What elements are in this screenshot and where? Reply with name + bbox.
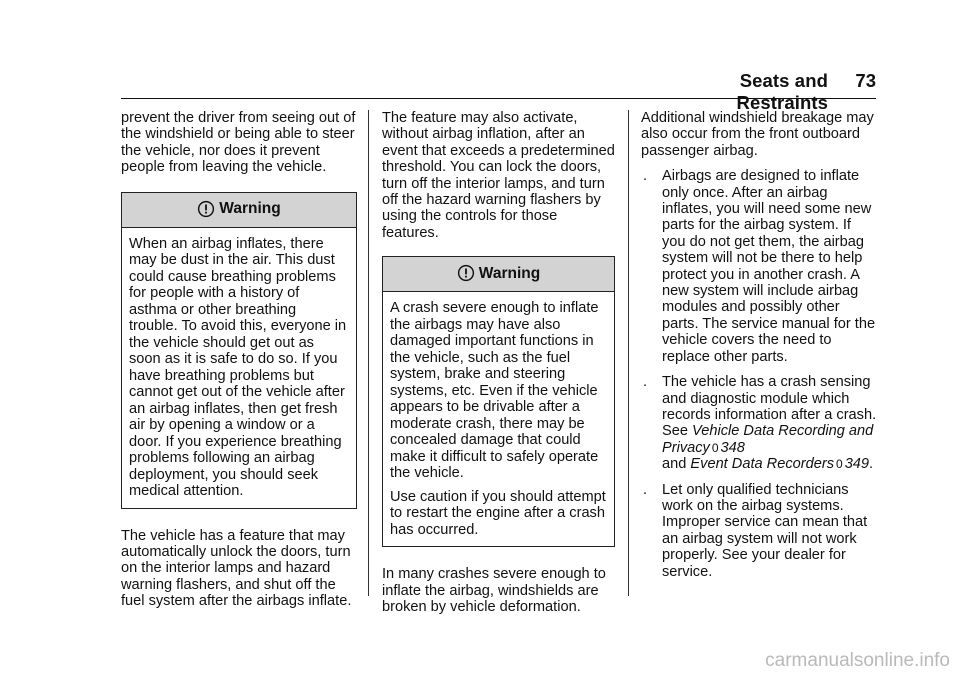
cross-reference-link[interactable]: Event Data Recorders [690, 456, 834, 473]
page-header-title: Seats and Restraints [736, 70, 828, 113]
bullet-marker: . [643, 374, 648, 391]
conjunction-text: and [662, 456, 687, 473]
column-2 [382, 110, 615, 615]
warning-text: When an airbag inflates, there may be dust in the air. This dust could cause breathing problems for people with a history of asthma or other breathing trouble. To avoid this, everyone in the vehicle should get out as soon as it is safe to do so. If you have breathing problems but cannot get out of the vehicle after an airbag inflates, then get fresh air by opening a window or a door. If you experience breathing problems following an airbag deployment, you should seek medical attention. [129, 235, 347, 500]
col3-paragraph-1: Additional windshield breakage may also occur from the front outboard passenger airbag. [641, 110, 874, 159]
list-item [641, 374, 877, 472]
warning-box-2 [382, 256, 615, 547]
bullet-marker: . [643, 168, 648, 185]
col1-paragraph-1: prevent the driver from seeing out of the windshield or being able to steer the vehicle, nor does it prevent people from leaving the vehicle. [121, 110, 356, 176]
bullet-marker: . [643, 481, 648, 498]
warning-label: Warning [219, 200, 281, 218]
col1-paragraph-2: The vehicle has a feature that may automatically unlock the doors, turn on the interior lamps and hazard warning flashers, and shut off the fuel system after the airbags inflate. [121, 527, 352, 610]
page-reference[interactable]: 349 [844, 456, 870, 473]
warning-body [383, 292, 614, 546]
col2-paragraph-2: In many crashes severe enough to inflate the airbag, windshields are broken by vehicle deformation. [382, 566, 606, 616]
warning-label: Warning [478, 265, 541, 283]
warning-header [383, 257, 614, 292]
watermark-text: carmanualsonline.info [765, 650, 950, 671]
warning-text-2: Use caution if you should attempt to restart the engine after a crash has occurred. [390, 488, 606, 538]
warning-body [122, 228, 356, 508]
warning-icon [457, 264, 475, 282]
col2-paragraph-1: The feature may also activate, without airbag inflation, after an event that exceeds a predetermined threshold. You can lock the doors, turn off the interior lamps, and turn off the hazard warning flashers by using the controls for those features. [382, 110, 615, 241]
warning-text-1: A crash severe enough to inflate the airbags may have also damaged important functions in the vehicle, such as the fuel system, brake and steering systems, etc. Even if the vehicle appears to be drivable after a moderate crash, there may be concealed damage that could make it difficult to safely operate the vehicle. [390, 300, 599, 482]
page-reference[interactable]: 348 [720, 439, 745, 456]
list-item [641, 482, 877, 580]
list-item [641, 168, 877, 365]
list-item-text: The vehicle has a crash sensing and diagnostic module which records information after a crash. See [662, 374, 877, 440]
list-item-text: Airbags are designed to inflate only once. After an airbag inflates, you will need some new parts for the airbag system. If you do not get them, the airbag system will not be there to help protect you in another crash. A new system will include airbag modules and possibly other parts. The service manual for the vehicle covers the need to replace other parts. [662, 168, 876, 365]
page-ref-arrow-icon: 0 [836, 457, 843, 472]
cross-reference-link[interactable]: Vehicle Data Recording and Privacy [662, 423, 874, 456]
bullet-list [641, 168, 877, 580]
column-divider-2 [628, 110, 629, 596]
warning-box-1 [121, 192, 357, 509]
column-1 [121, 110, 357, 610]
column-divider-1 [368, 110, 369, 596]
warning-header [122, 193, 356, 228]
sentence-end: . [869, 456, 874, 473]
page-number: 73 [855, 70, 876, 91]
header-rule [121, 98, 876, 99]
page-ref-arrow-icon: 0 [711, 440, 719, 455]
warning-icon [197, 200, 215, 218]
column-3 [641, 110, 877, 580]
list-item-text: Let only qualified technicians work on the airbag systems. Improper service can mean that an airbag system will not work properly. See your dealer for service. [662, 481, 868, 580]
